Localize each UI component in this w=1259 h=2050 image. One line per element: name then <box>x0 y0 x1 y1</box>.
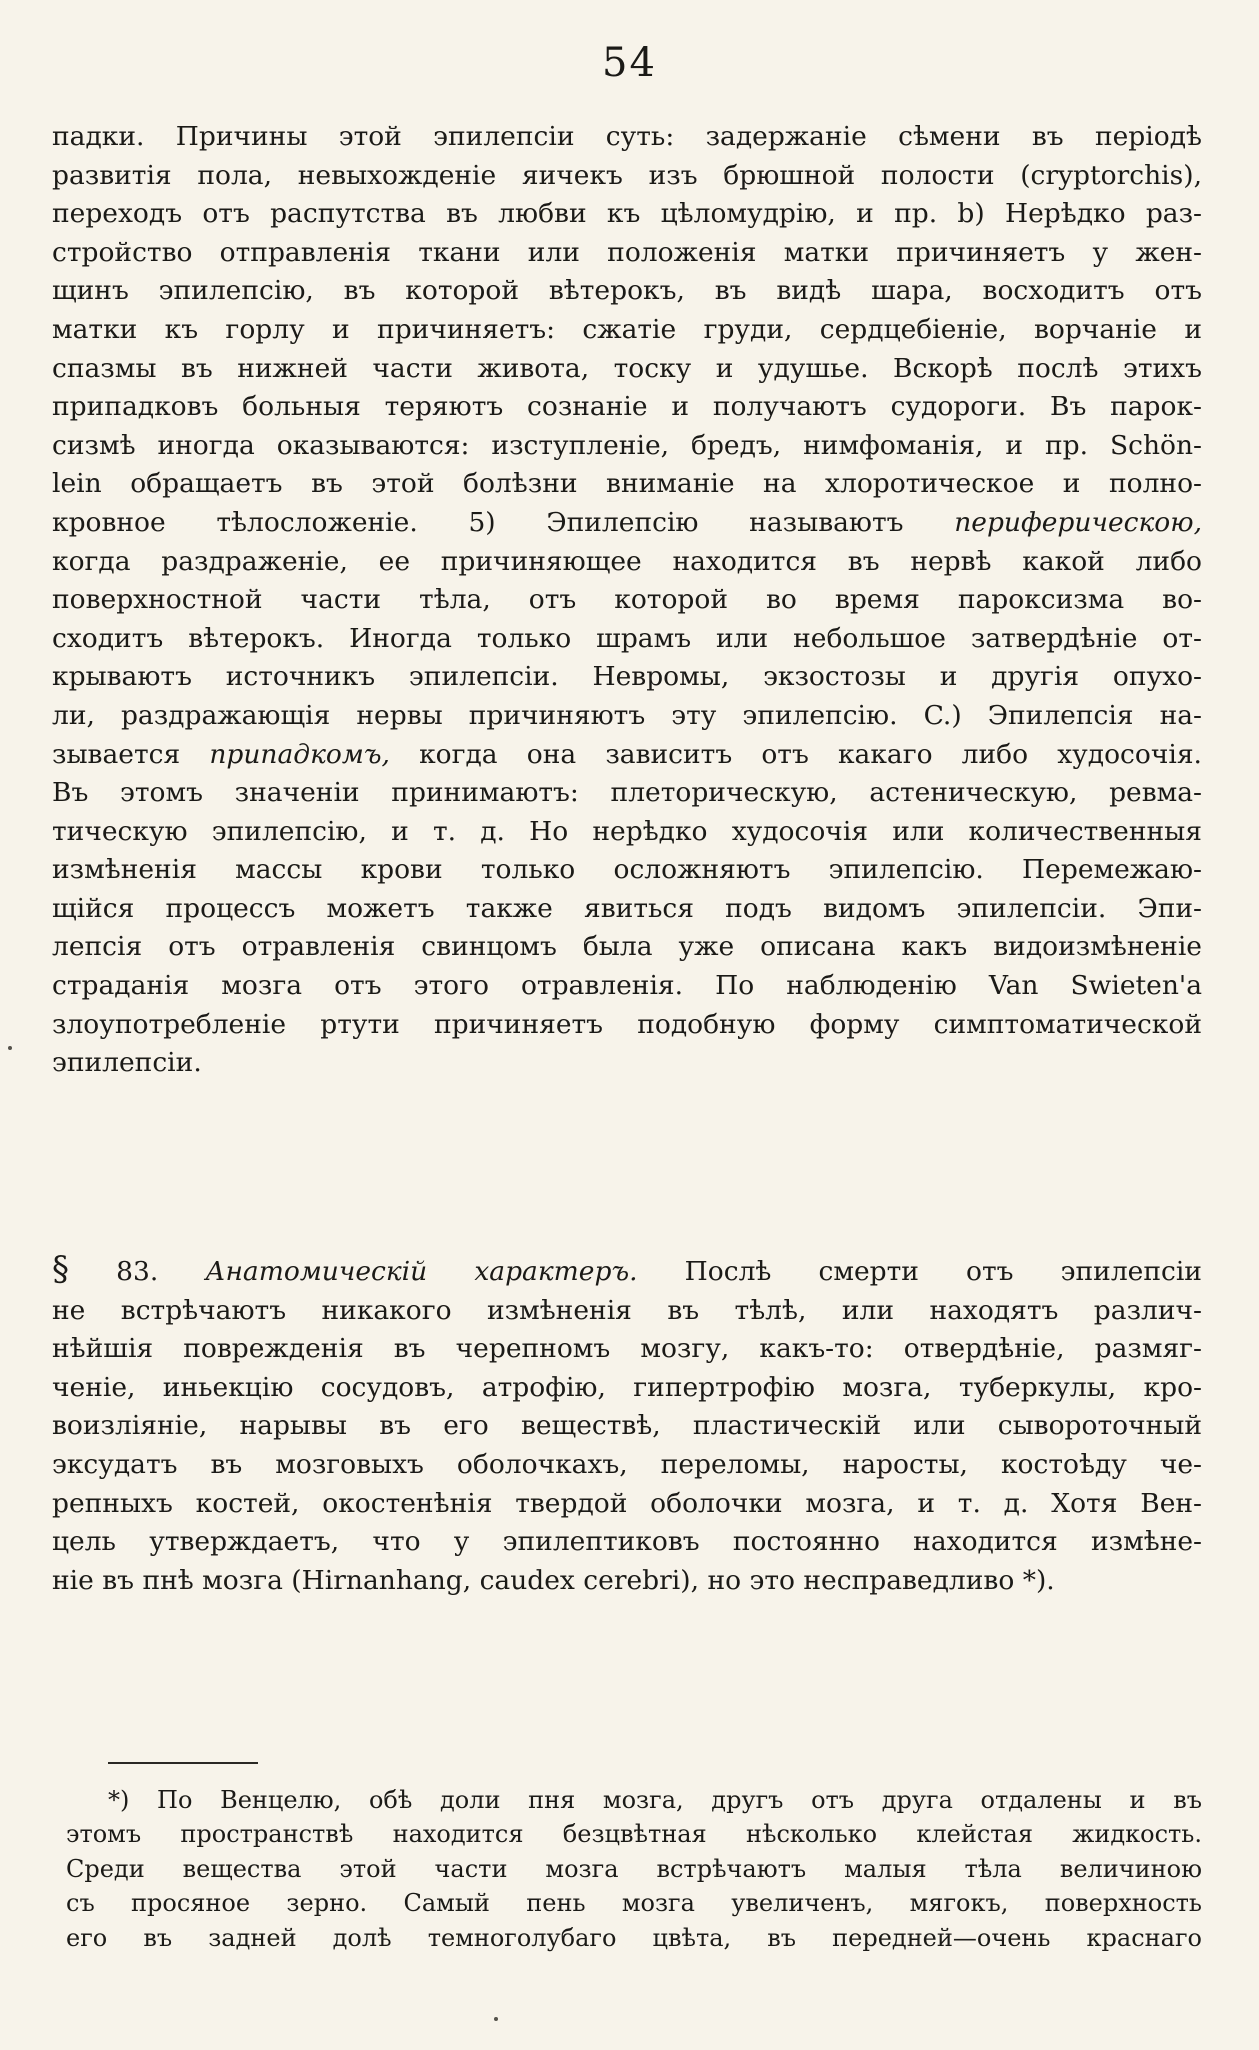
paper-speck <box>494 2017 498 2021</box>
text-line <box>52 736 1202 775</box>
text-line: припадковъ больныя теряютъ сознаніе и получаютъ судороги. Въ парок- <box>52 391 1202 423</box>
text-line: не встрѣчаютъ никакого измѣненія въ тѣлѣ, или находятъ различ- <box>52 1294 1202 1326</box>
section-heading-line <box>52 1250 1202 1292</box>
section-title: Анатомическій характеръ. <box>205 1256 638 1287</box>
footnote-separator-rule <box>108 1762 258 1764</box>
text-line: щинъ эпилепсію, въ которой вѣтерокъ, въ видѣ шара, восходитъ отъ <box>52 275 1202 307</box>
text-line: эпилепсіи. <box>52 1047 202 1079</box>
italic-term: периферическою, <box>954 506 1202 538</box>
text-line: Въ этомъ значеніи принимаютъ: плеторическую, астеническую, ревма- <box>52 777 1202 809</box>
text-line: переходъ отъ распутства въ любви къ цѣломудрію, и пр. b) Нерѣдко раз- <box>52 198 1202 230</box>
main-paragraph <box>52 118 1202 1083</box>
footnote-line: его въ задней долѣ темноголубаго цвѣта, въ передней—очень краснаго <box>66 1923 1202 1952</box>
section-sign: § <box>52 1249 69 1289</box>
section-number: 83. <box>116 1256 159 1287</box>
text-line: злоупотребленіе ртути причиняетъ подобную форму симптоматической <box>52 1008 1202 1040</box>
text-line: цель утверждаетъ, что у эпилептиковъ постоянно находится измѣне- <box>52 1526 1202 1558</box>
text-line <box>52 504 1202 543</box>
text-line: щійся процессъ можетъ также явиться подъ видомъ эпилепсіи. Эпи- <box>52 892 1202 924</box>
text-line: страданія мозга отъ этого отравленія. По наблюденію Van Swieten'a <box>52 970 1202 1002</box>
text-segment: когда она зависитъ отъ какаго либо худосочія. <box>419 738 1202 770</box>
text-line: lein обращаетъ въ этой болѣзни вниманіе на хлоротическое и полно- <box>52 468 1202 500</box>
section-83-paragraph <box>52 1250 1202 1600</box>
text-line: матки къ горлу и причиняетъ: сжатіе груди, сердцебіеніе, ворчаніе и <box>52 313 1202 345</box>
text-line: репныхъ костей, окостенѣнія твердой оболочки мозга, и т. д. Хотя Вен- <box>52 1487 1202 1519</box>
text-line: спазмы въ нижней части живота, тоску и удушье. Вскорѣ послѣ этихъ <box>52 352 1202 384</box>
text-line: нѣйшія поврежденія въ черепномъ мозгу, какъ-то: отвердѣніе, размяг- <box>52 1333 1202 1365</box>
text-line: стройство отправленія ткани или положенія матки причиняетъ у жен- <box>52 236 1202 268</box>
text-line: сходитъ вѣтерокъ. Иногда только шрамъ или небольшое затвердѣніе от- <box>52 622 1202 654</box>
footnote-line: *) По Венцелю, обѣ доли пня мозга, другъ отъ друга отдалены и въ <box>108 1786 1202 1814</box>
text-line: ніе въ пнѣ мозга (Hirnanhang, caudex cerebri), но это несправедливо *). <box>52 1564 1055 1596</box>
text-line: эксудатъ въ мозговыхъ оболочкахъ, переломы, наросты, костоѣду че- <box>52 1448 1202 1480</box>
page-number: 54 <box>602 40 657 86</box>
text-line: когда раздраженіе, ее причиняющее находится въ нервѣ какой либо <box>52 545 1202 577</box>
text-line: падки. Причины этой эпилепсіи суть: задержаніе сѣмени въ періодѣ <box>52 121 1202 152</box>
text-line: лепсія отъ отравленія свинцомъ была уже описана какъ видоизмѣненіе <box>52 931 1202 963</box>
footnote-line: этомъ пространствѣ находится безцвѣтная нѣсколько клейстая жидкость. <box>66 1820 1202 1849</box>
text-line: измѣненія массы крови только осложняютъ эпилепсію. Перемежаю- <box>52 854 1202 886</box>
text-line: тическую эпилепсію, и т. д. Но нерѣдко худосочія или количественныя <box>52 815 1202 847</box>
text-line: воизліяніе, нарывы въ его веществѣ, пластическій или сывороточный <box>52 1410 1202 1442</box>
text-line: развитія пола, невыхожденіе яичекъ изъ брюшной полости (cryptorchis), <box>52 159 1202 191</box>
italic-term: припадкомъ, <box>209 738 390 770</box>
text-line: ченіе, иньекцію сосудовъ, атрофію, гипертрофію мозга, туберкулы, кро- <box>52 1371 1202 1403</box>
paper-speck <box>8 1046 12 1050</box>
text-line: сизмѣ иногда оказываются: изступленіе, бредъ, нимфоманія, и пр. Schön- <box>52 429 1202 461</box>
text-segment: кровное тѣлосложеніе. 5) Эпилепсію называютъ <box>52 506 904 538</box>
footnote <box>66 1783 1202 1955</box>
text-segment: зывается <box>52 738 181 770</box>
text-line: ли, раздражающія нервы причиняютъ эту эпилепсію. C.) Эпилепсія на- <box>52 699 1202 731</box>
text-line: поверхностной части тѣла, отъ которой во время пароксизма во- <box>52 584 1202 616</box>
footnote-line: съ просяное зерно. Самый пень мозга увеличенъ, мягокъ, поверхность <box>66 1889 1202 1918</box>
text-segment: Послѣ смерти отъ эпилепсіи <box>684 1256 1202 1287</box>
footnote-line: Среди вещества этой части мозга встрѣчаютъ малыя тѣла величиною <box>66 1854 1202 1883</box>
text-line: крываютъ источникъ эпилепсіи. Невромы, экзостозы и другія опухо- <box>52 661 1202 693</box>
